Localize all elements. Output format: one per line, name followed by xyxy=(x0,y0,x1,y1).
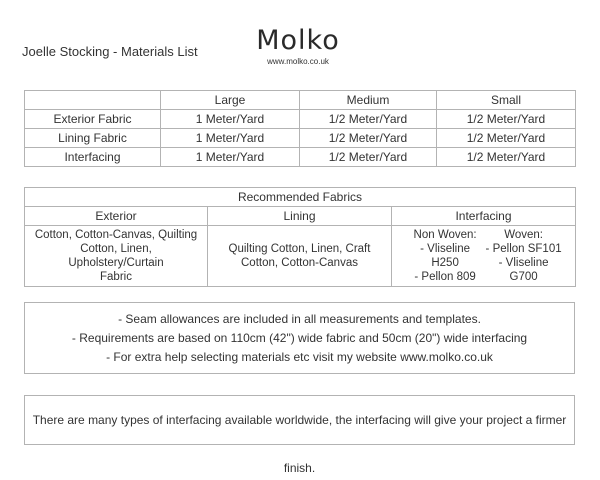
woven-line: - Pellon SF101 xyxy=(485,243,562,255)
interfacing-info-text: There are many types of interfacing available worldwide, the interfacing will give your project a firmer finish. xyxy=(32,413,567,475)
table-row xyxy=(25,110,576,129)
woven-line: Woven: xyxy=(504,229,543,241)
table-header-row xyxy=(25,91,576,110)
woven-line: - Vliseline G700 xyxy=(498,257,549,283)
lining-line: Cotton, Cotton-Canvas xyxy=(241,257,358,269)
row-label: Interfacing xyxy=(25,148,161,167)
note-line: - For extra help selecting materials etc visit my website www.molko.co.uk xyxy=(106,350,493,364)
brand-url: www.molko.co.uk xyxy=(267,57,329,66)
table-row xyxy=(25,148,576,167)
size-requirements-table xyxy=(24,90,576,167)
molko-logo: Molko xyxy=(256,25,340,56)
row-label: Lining Fabric xyxy=(25,129,161,148)
non-woven-line: - Vliseline H250 xyxy=(420,243,471,269)
lining-fabrics-cell xyxy=(208,226,392,287)
header-lining: Lining xyxy=(208,207,392,226)
table-row xyxy=(25,129,576,148)
notes-box xyxy=(24,302,575,374)
non-woven-column xyxy=(406,228,484,284)
non-woven-line: Non Woven: xyxy=(413,229,477,241)
document-title: Joelle Stocking - Materials List xyxy=(22,44,198,59)
cell-medium: 1/2 Meter/Yard xyxy=(300,148,437,167)
interfacing-info-box xyxy=(24,395,575,475)
header-interfacing: Interfacing xyxy=(392,207,576,226)
brand-block xyxy=(243,26,353,66)
cell-small: 1/2 Meter/Yard xyxy=(437,110,576,129)
lining-line: Quilting Cotton, Linen, Craft xyxy=(228,243,371,255)
fabric-table-body-row xyxy=(25,226,576,287)
note-line: - Seam allowances are included in all measurements and templates. xyxy=(118,312,481,326)
exterior-fabrics-cell xyxy=(25,226,208,287)
cell-medium: 1/2 Meter/Yard xyxy=(300,110,437,129)
cell-small: 1/2 Meter/Yard xyxy=(437,129,576,148)
interfacing-fabrics-cell xyxy=(392,226,576,287)
exterior-line: Fabric xyxy=(100,271,132,283)
cell-large: 1 Meter/Yard xyxy=(161,110,300,129)
header-cell-empty xyxy=(25,91,161,110)
recommended-fabrics-table xyxy=(24,187,576,287)
fabric-table-title: Recommended Fabrics xyxy=(25,188,576,207)
cell-small: 1/2 Meter/Yard xyxy=(437,148,576,167)
fabric-table-header-row xyxy=(25,207,576,226)
cell-medium: 1/2 Meter/Yard xyxy=(300,129,437,148)
exterior-line: Cotton, Cotton-Canvas, Quilting xyxy=(34,229,198,241)
note-line: - Requirements are based on 110cm (42") wide fabric and 50cm (20") wide interfacing xyxy=(71,331,528,345)
non-woven-line: - Pellon 809 xyxy=(414,271,476,283)
header-cell-small: Small xyxy=(437,91,576,110)
cell-large: 1 Meter/Yard xyxy=(161,129,300,148)
header-cell-large: Large xyxy=(161,91,300,110)
exterior-line: Cotton, Linen, Upholstery/Curtain xyxy=(68,243,164,269)
row-label: Exterior Fabric xyxy=(25,110,161,129)
header-exterior: Exterior xyxy=(25,207,208,226)
header-cell-medium: Medium xyxy=(300,91,437,110)
woven-column xyxy=(484,228,563,284)
fabric-table-title-row xyxy=(25,188,576,207)
cell-large: 1 Meter/Yard xyxy=(161,148,300,167)
